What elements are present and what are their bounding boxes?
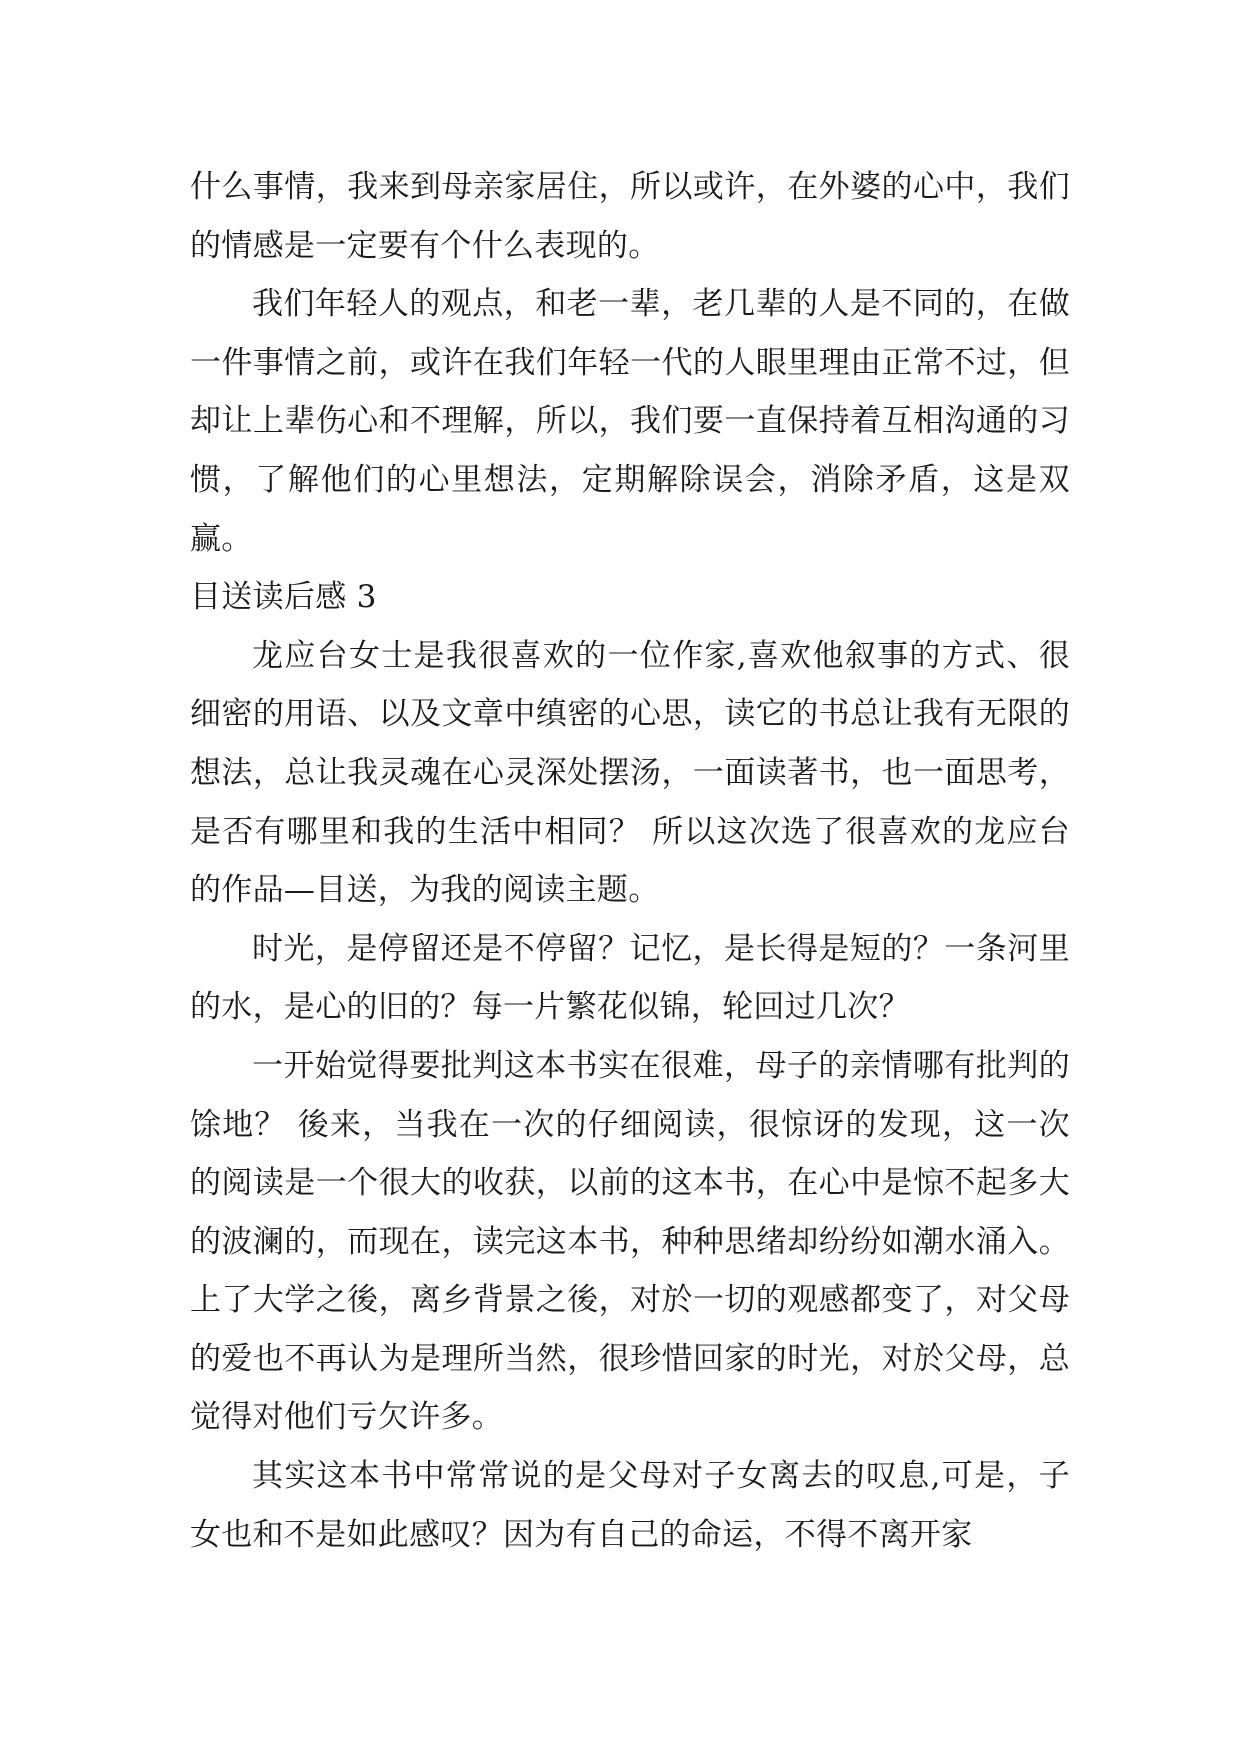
document-page — [190, 158, 1070, 1564]
paragraph-reflection: 一开始觉得要批判这本书实在很难，母子的亲情哪有批判的馀地？ 後来，当我在一次的仔细阅读，很惊讶的发现，这一次的阅读是一个很大的收获，以前的这本书，在心中是惊不起多大的波澜的，而现在，读完这本书，种种思绪却纷纷如潮水涌入。上了大学之後，离乡背景之後，对於一切的观感都变了，对父母的爱也不再认为是理所当然，很珍惜回家的时光，对於父母，总觉得对他们亏欠许多。 — [190, 1047, 1070, 1436]
paragraph-generations: 我们年轻人的观点，和老一辈，老几辈的人是不同的，在做一件事情之前，或许在我们年轻一代的人眼里理由正常不过，但却让上辈伤心和不理解，所以，我们要一直保持着互相沟通的习惯，了解他们的心里想法，定期解除误会，消除矛盾，这是双赢。 — [190, 286, 1070, 557]
paragraph-time-questions: 时光，是停留还是不停留？记忆，是长得是短的？一条河里的水，是心的旧的？每一片繁花似锦，轮回过几次？ — [190, 930, 1070, 1026]
section-heading: 目送读后感 3 — [190, 579, 377, 616]
paragraph-continued: 什么事情，我来到母亲家居住，所以或许，在外婆的心中，我们的情感是一定要有个什么表现的。 — [190, 169, 1070, 264]
paragraph-author-intro: 龙应台女士是我很喜欢的一位作家,喜欢他叙事的方式、很细密的用语、以及文章中缜密的心思，读它的书总让我有无限的想法，总让我灵魂在心灵深处摆汤，一面读著书，也一面思考，是否有哪里和我的生活中相同？ 所以这次选了很喜欢的龙应台的作品—目送，为我的阅读主题。 — [190, 637, 1070, 909]
paragraph-parents-children: 其实这本书中常常说的是父母对子女离去的叹息,可是，子女也和不是如此感叹？因为有自己的命运，不得不离开家 — [190, 1458, 1070, 1553]
